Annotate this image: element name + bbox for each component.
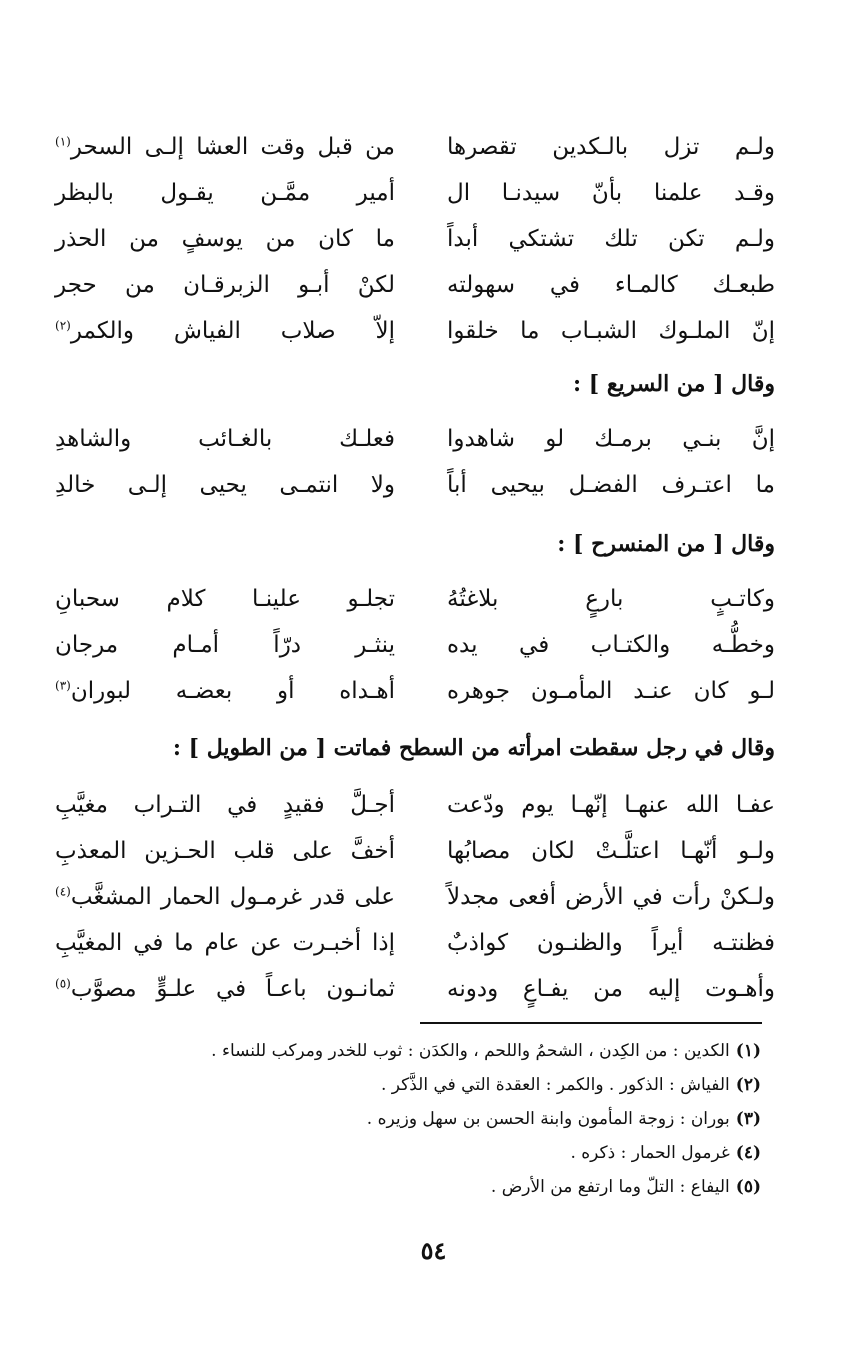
verse-second-hemistich: تجلـو علينـا كلام سحبانِ xyxy=(55,586,395,612)
poem-section-4 xyxy=(0,782,867,1012)
verse-line xyxy=(0,308,867,354)
verse-line xyxy=(0,782,867,828)
verse-line xyxy=(0,622,867,668)
verse-second-hemistich: ينثـر درّاً أمـام مرجان xyxy=(55,632,395,658)
footnote-ref: (١) xyxy=(55,134,71,149)
verse-second-hemistich: أخفَّ على قلب الحـزين المعذبِ xyxy=(55,838,395,864)
verse-line xyxy=(0,874,867,920)
verse-first-hemistich: ولـو أنّهـا اعتلَّـتْ لكان مصابُها xyxy=(447,838,775,864)
poem-intro-2: وقال [ من السريع ] : xyxy=(572,371,775,397)
verse-second-hemistich: فعلـك بالغـائب والشاهدِ xyxy=(55,426,395,452)
verse-line xyxy=(0,966,867,1012)
footnote: (٣)بوران : زوجة المأمون وابنة الحسن بن سهل وزيره . xyxy=(366,1109,761,1129)
verse-second-hemistich: أجـلَّ فقيدٍ في التـراب مغيَّبِ xyxy=(55,792,395,818)
verse-first-hemistich: طبعـك كالمـاء في سهولته xyxy=(447,272,775,298)
verse-first-hemistich: وقـد علمنا بأنّ سيدنـا ال xyxy=(447,180,775,206)
poem-section-2 xyxy=(0,416,867,508)
poem-intro-4: وقال في رجل سقطت امرأته من السطح فماتت [ من الطويل ] : xyxy=(172,735,775,761)
verse-second-hemistich: إلاّ صلاب الفياش والكمر$^{(٢)}$ xyxy=(55,318,395,344)
verse-second-hemistich: على قدر غرمـول الحمار المشغَّب$^{(٤)}$ xyxy=(55,884,395,910)
footnote-ref: (٣) xyxy=(55,678,71,693)
footnote-ref: (٤) xyxy=(55,884,71,899)
verse-first-hemistich: فظنتـه أيراً والظنـون كواذبٌ xyxy=(447,930,775,956)
verse-line xyxy=(0,416,867,462)
verse-first-hemistich: إنَّ بنـي برمـك لو شاهدوا xyxy=(447,426,775,452)
footnote: (٤)غرمول الحمار : ذكره . xyxy=(570,1143,761,1163)
page-number: ٥٤ xyxy=(420,1236,447,1265)
verse-line xyxy=(0,462,867,508)
verse-first-hemistich: ولـكنْ رأت في الأرض أفعى مجدلاً xyxy=(447,884,775,910)
verse-second-hemistich: ثمانـون باعـاً في علـوٍّ مصوَّب$^{(٥)}$ xyxy=(55,976,395,1002)
verse-first-hemistich: عفـا الله عنهـا إنّهـا يوم ودّعت xyxy=(447,792,775,818)
verse-second-hemistich: أهـداه أو بعضـه لبوران$^{(٣)}$ xyxy=(55,678,395,704)
verse-second-hemistich: ما كان من يوسفٍ من الحذر xyxy=(55,226,395,252)
verse-second-hemistich: إذا أخبـرت عن عام ما في المغيَّبِ xyxy=(55,930,395,956)
verse-first-hemistich: ولـم تزل بالـكدين تقصرها xyxy=(447,134,775,160)
verse-second-hemistich: أمير ممَّـن يقـول بالبظر xyxy=(55,180,395,206)
verse-first-hemistich: وكاتـبٍ بارعٍ بلاغتُهُ xyxy=(447,586,775,612)
verse-line xyxy=(0,262,867,308)
footnote: (٢)الفياش : الذكور . والكمر : العقدة التي في الذَّكر . xyxy=(380,1075,761,1095)
verse-line xyxy=(0,124,867,170)
footnote-ref: (٥) xyxy=(55,976,71,991)
poem-section-1 xyxy=(0,124,867,354)
verse-line xyxy=(0,576,867,622)
footnotes xyxy=(101,1034,761,1204)
verse-line xyxy=(0,668,867,714)
verse-second-hemistich: من قبل وقت العشا إلـى السحر$^{(١)}$ xyxy=(55,134,395,160)
verse-line xyxy=(0,170,867,216)
footnote-separator xyxy=(420,1022,762,1024)
verse-second-hemistich: لكنْ أبـو الزبرقـان من حجر xyxy=(55,272,395,298)
verse-first-hemistich: لـو كان عنـد المأمـون جوهره xyxy=(447,678,775,704)
verse-first-hemistich: ما اعتـرف الفضـل بيحيى أباً xyxy=(447,472,775,498)
verse-first-hemistich: وأهـوت إليه من يفـاعٍ ودونه xyxy=(447,976,775,1002)
poem-section-3 xyxy=(0,576,867,714)
verse-line xyxy=(0,828,867,874)
footnote-ref: (٢) xyxy=(55,318,71,333)
verse-first-hemistich: ولـم تكن تلك تشتكي أبداً xyxy=(447,226,775,252)
poem-intro-3: وقال [ من المنسرح ] : xyxy=(557,531,775,557)
verse-first-hemistich: وخطُّـه والكتـاب في يده xyxy=(447,632,775,658)
verse-first-hemistich: إنّ الملـوك الشبـاب ما خلقوا xyxy=(447,318,775,344)
footnote: (١)الكدين : من الكِدن ، الشحمُ واللحم ، والكدَن : ثوب للخدر ومركب للنساء . xyxy=(211,1041,761,1061)
footnote: (٥)اليفاع : التلّ وما ارتفع من الأرض . xyxy=(490,1177,761,1197)
verse-line xyxy=(0,216,867,262)
verse-line xyxy=(0,920,867,966)
verse-second-hemistich: ولا انتمـى يحيى إلـى خالدِ xyxy=(55,472,395,498)
